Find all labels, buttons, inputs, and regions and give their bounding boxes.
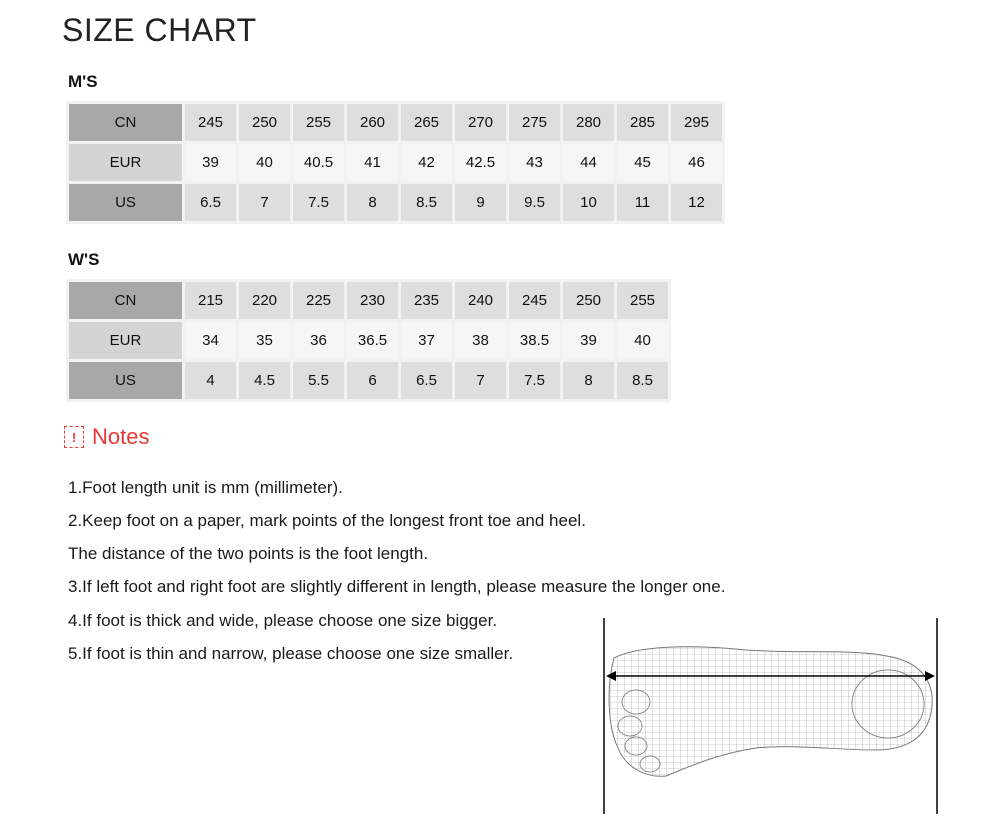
size-cell: 8.5 [617, 362, 668, 399]
size-cell: 38.5 [509, 322, 560, 359]
womens-section-label: W'S [68, 250, 100, 269]
size-cell: 40 [239, 144, 290, 181]
size-cell: 215 [185, 282, 236, 319]
size-cell: 235 [401, 282, 452, 319]
size-cell: 34 [185, 322, 236, 359]
size-row-cn [69, 282, 668, 319]
size-cell: 5.5 [293, 362, 344, 399]
foot-wireframe [596, 638, 946, 788]
size-cell: 255 [617, 282, 668, 319]
size-cell: 37 [401, 322, 452, 359]
size-cell: 275 [509, 104, 560, 141]
size-cell: 40.5 [293, 144, 344, 181]
size-cell: 39 [563, 322, 614, 359]
size-cell: 6.5 [401, 362, 452, 399]
size-cell: 225 [293, 282, 344, 319]
size-cell: 255 [293, 104, 344, 141]
row-label: EUR [69, 144, 182, 181]
size-cell: 7 [455, 362, 506, 399]
note-item: 3.If left foot and right foot are slightly different in length, please measure the longer one. [68, 577, 726, 596]
size-cell: 240 [455, 282, 506, 319]
row-label: US [69, 184, 182, 221]
size-cell: 295 [671, 104, 722, 141]
page-title: SIZE CHART [62, 12, 257, 48]
note-item: The distance of the two points is the foot length. [68, 544, 429, 563]
size-cell: 250 [239, 104, 290, 141]
size-cell: 11 [617, 184, 668, 221]
size-cell: 9.5 [509, 184, 560, 221]
size-row-us [69, 362, 668, 399]
size-cell: 8 [347, 184, 398, 221]
size-cell: 7 [239, 184, 290, 221]
size-cell: 250 [563, 282, 614, 319]
size-cell: 36 [293, 322, 344, 359]
row-label: CN [69, 282, 182, 319]
note-item: 4.If foot is thick and wide, please choose one size bigger. [68, 611, 498, 630]
size-cell: 12 [671, 184, 722, 221]
size-cell: 9 [455, 184, 506, 221]
size-cell: 41 [347, 144, 398, 181]
size-cell: 42 [401, 144, 452, 181]
size-cell: 7.5 [509, 362, 560, 399]
size-cell: 8.5 [401, 184, 452, 221]
row-label: US [69, 362, 182, 399]
notes-title: Notes [92, 424, 150, 449]
size-row-us [69, 184, 722, 221]
size-cell: 270 [455, 104, 506, 141]
mens-size-table [66, 101, 725, 224]
size-cell: 43 [509, 144, 560, 181]
size-cell: 220 [239, 282, 290, 319]
womens-size-table [66, 279, 671, 402]
size-cell: 44 [563, 144, 614, 181]
size-cell: 36.5 [347, 322, 398, 359]
size-cell: 39 [185, 144, 236, 181]
mens-section-label: M'S [68, 72, 98, 91]
size-cell: 4 [185, 362, 236, 399]
size-cell: 42.5 [455, 144, 506, 181]
size-cell: 40 [617, 322, 668, 359]
size-cell: 10 [563, 184, 614, 221]
size-cell: 7.5 [293, 184, 344, 221]
note-item: 1.Foot length unit is mm (millimeter). [68, 478, 343, 497]
size-cell: 4.5 [239, 362, 290, 399]
notes-header [64, 424, 149, 450]
size-cell: 245 [509, 282, 560, 319]
size-cell: 35 [239, 322, 290, 359]
size-cell: 38 [455, 322, 506, 359]
size-row-cn [69, 104, 722, 141]
size-cell: 265 [401, 104, 452, 141]
size-cell: 260 [347, 104, 398, 141]
size-cell: 46 [671, 144, 722, 181]
size-row-eur [69, 144, 722, 181]
size-cell: 245 [185, 104, 236, 141]
size-cell: 285 [617, 104, 668, 141]
exclamation-icon: ! [64, 426, 84, 448]
row-label: EUR [69, 322, 182, 359]
note-item: 5.If foot is thin and narrow, please choose one size smaller. [68, 644, 514, 663]
foot-measurement-illustration [596, 618, 946, 814]
size-cell: 8 [563, 362, 614, 399]
size-row-eur [69, 322, 668, 359]
size-cell: 6.5 [185, 184, 236, 221]
row-label: CN [69, 104, 182, 141]
note-item: 2.Keep foot on a paper, mark points of the longest front toe and heel. [68, 511, 586, 530]
size-cell: 6 [347, 362, 398, 399]
size-cell: 45 [617, 144, 668, 181]
size-cell: 230 [347, 282, 398, 319]
size-cell: 280 [563, 104, 614, 141]
